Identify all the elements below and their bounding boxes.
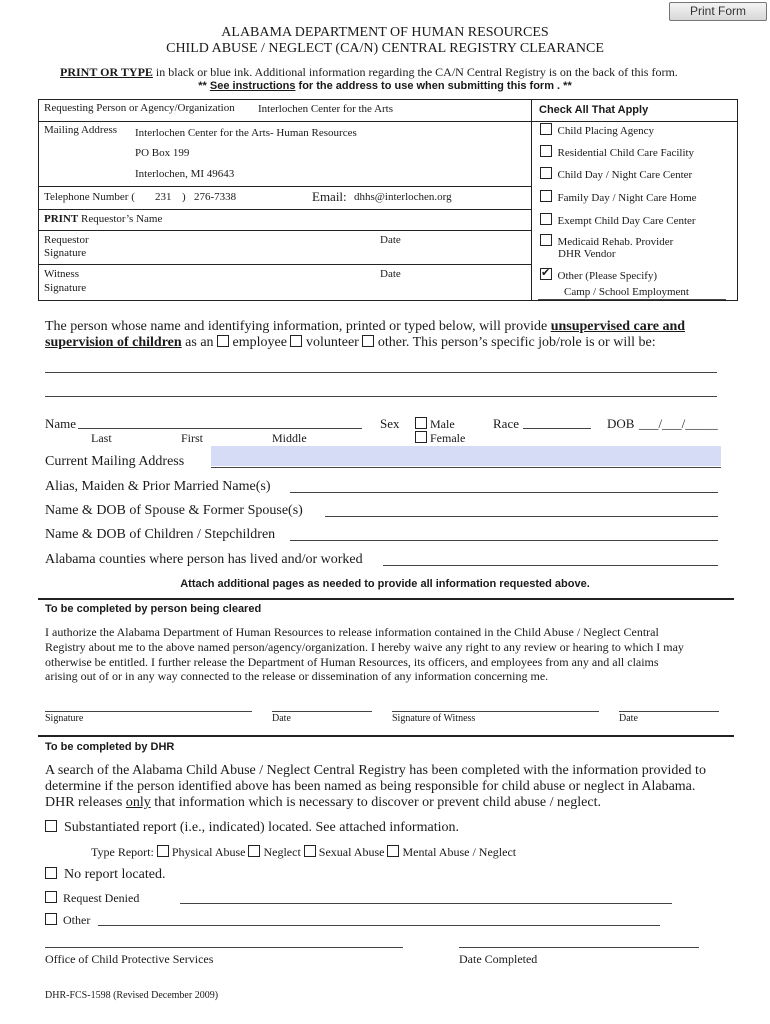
- checkbox-label: Other (Please Specify): [557, 270, 658, 282]
- cleared-date-field[interactable]: [272, 711, 372, 712]
- sexual-abuse-label: Sexual Abuse: [318, 845, 385, 859]
- female-label: Female: [430, 431, 466, 445]
- other-specify-line: [538, 299, 726, 300]
- intro-underlined: unsupervised care and: [550, 319, 686, 334]
- checkbox-label: Exempt Child Day Care Center: [557, 215, 696, 227]
- volunteer-label: volunteer: [302, 335, 363, 350]
- checkbox-checked[interactable]: [540, 268, 552, 280]
- volunteer-checkbox[interactable]: [290, 335, 302, 347]
- counties-field[interactable]: [383, 565, 718, 566]
- attach-note: Attach additional pages as needed to provide all information requested above.: [180, 578, 590, 590]
- dhr-vendor-label: DHR Vendor: [558, 248, 616, 260]
- signature-of-witness-label: Signature of Witness: [392, 713, 476, 724]
- row-divider: [38, 209, 531, 210]
- form-number: DHR-FCS-1598 (Revised December 2009): [45, 990, 219, 1001]
- signature-label: Signature: [45, 713, 84, 724]
- checkbox-medicaid-rehab[interactable]: [540, 234, 673, 248]
- type-report-label: Type Report:: [91, 845, 154, 859]
- neglect-label: Neglect: [263, 845, 301, 859]
- name-label: Name: [45, 416, 77, 431]
- current-mailing-underline: [211, 467, 721, 468]
- checkbox-child-day-night-center[interactable]: [540, 167, 692, 181]
- see-instructions-link[interactable]: See instructions: [209, 80, 296, 92]
- race-label: Race: [493, 416, 519, 431]
- other-role-label: other. This person’s specific job/role is or will be:: [374, 335, 656, 350]
- other-field[interactable]: [98, 925, 660, 926]
- instruction2-text: for the address to use when submitting this form . **: [295, 80, 572, 92]
- phone-close-paren: ): [182, 191, 186, 203]
- mental-abuse-checkbox[interactable]: [387, 845, 399, 857]
- current-mailing-field[interactable]: [211, 446, 721, 466]
- checkbox-residential-child-care[interactable]: [540, 145, 694, 159]
- requestor-signature-label2: Signature: [44, 247, 87, 259]
- row-divider: [38, 230, 531, 231]
- counties-label: Alabama counties where person has lived and/or worked: [45, 552, 363, 567]
- other-label: Other: [63, 913, 91, 927]
- section-divider: [38, 598, 734, 600]
- physical-abuse-label: Physical Abuse: [171, 845, 246, 859]
- request-denied-field[interactable]: [180, 903, 672, 904]
- male-checkbox[interactable]: [415, 417, 427, 429]
- children-field[interactable]: [290, 540, 718, 541]
- neglect-checkbox[interactable]: [248, 845, 260, 857]
- middle-label: Middle: [272, 431, 307, 445]
- sexual-abuse-checkbox[interactable]: [304, 845, 316, 857]
- other-role-checkbox[interactable]: [362, 335, 374, 347]
- type-report-row: [91, 845, 516, 860]
- checkbox[interactable]: [540, 190, 552, 202]
- dhr-only: only: [125, 795, 151, 810]
- checkbox[interactable]: [540, 167, 552, 179]
- alias-field[interactable]: [290, 492, 718, 493]
- mailing-address-line3[interactable]: Interlochen, MI 49643: [135, 168, 235, 180]
- other-option[interactable]: [45, 913, 90, 928]
- female-option[interactable]: [415, 431, 465, 446]
- mailing-address-label: Mailing Address: [44, 124, 118, 136]
- other-specify-value[interactable]: Camp / School Employment: [564, 286, 689, 298]
- substantiated-option[interactable]: [45, 820, 459, 836]
- date-completed-label: Date Completed: [459, 952, 538, 966]
- phone-number-field[interactable]: 276-7338: [194, 191, 237, 203]
- current-mailing-label: Current Mailing Address: [45, 454, 185, 469]
- checkbox-label: Medicaid Rehab. Provider: [557, 236, 674, 248]
- request-denied-option[interactable]: [45, 891, 139, 906]
- job-role-line2[interactable]: [45, 396, 717, 397]
- dhr-text: DHR releases: [45, 795, 126, 810]
- employee-checkbox[interactable]: [217, 335, 229, 347]
- intro-text: The person whose name and identifying information, printed or typed below, will provide: [45, 319, 551, 334]
- witness-date-label2: Date: [619, 713, 638, 724]
- instruction-line2: [0, 80, 770, 92]
- dhr-heading: To be completed by DHR: [45, 741, 175, 753]
- mailing-address-line2[interactable]: PO Box 199: [135, 147, 190, 159]
- male-label: Male: [430, 417, 455, 431]
- cleared-heading: To be completed by person being cleared: [45, 603, 262, 615]
- print-or-type-label: PRINT OR TYPE: [60, 65, 153, 79]
- spouse-field[interactable]: [325, 516, 718, 517]
- office-label: Office of Child Protective Services: [45, 952, 214, 966]
- checkbox-label: Family Day / Night Care Home: [557, 192, 697, 204]
- checkbox[interactable]: [540, 123, 552, 135]
- authorization-line3: otherwise be entitled. I further release the Department of Human Resources, its officers, and employees from any and all claims: [45, 655, 659, 669]
- checkbox[interactable]: [540, 213, 552, 225]
- mental-abuse-label: Mental Abuse / Neglect: [402, 845, 517, 859]
- form-title-line1: ALABAMA DEPARTMENT OF HUMAN RESOURCES: [221, 25, 549, 40]
- section-divider: [38, 735, 734, 737]
- form-title-line2: CHILD ABUSE / NEGLECT (CA/N) CENTRAL REGISTRY CLEARANCE: [166, 41, 604, 56]
- spouse-label: Name & DOB of Spouse & Former Spouse(s): [45, 503, 303, 518]
- office-signature-field[interactable]: [45, 947, 403, 948]
- print-bold: PRINT: [44, 213, 79, 225]
- row-divider: [38, 264, 531, 265]
- authorization-line2: Registry about me to the above named person/agency/organization. I hereby waive any right to any review or hearing to which I may: [45, 640, 684, 654]
- instruction-text: in black or blue ink. Additional information regarding the CA/N Central Registry is on the back of this form.: [152, 65, 678, 79]
- checkbox-family-day-night-home[interactable]: [540, 190, 697, 204]
- no-report-checkbox[interactable]: [45, 867, 57, 879]
- authorization-line1: I authorize the Alabama Department of Human Resources to release information contained in the Child Abuse / Neglect Central: [45, 625, 659, 639]
- requestor-signature-label1: Requestor: [44, 234, 89, 246]
- last-label: Last: [91, 431, 112, 445]
- email-field[interactable]: dhhs@interlochen.org: [354, 191, 452, 203]
- checkbox-exempt-child-day-care[interactable]: [540, 213, 696, 227]
- cleared-signature-field[interactable]: [45, 711, 252, 712]
- witness-signature-label1: Witness: [44, 268, 79, 280]
- other-checkbox[interactable]: [45, 913, 57, 925]
- first-label: First: [181, 431, 204, 445]
- children-label: Name & DOB of Children / Stepchildren: [45, 527, 276, 542]
- instruction-line1: [60, 65, 678, 80]
- job-role-line1[interactable]: [45, 372, 717, 373]
- dhr-paragraph-line2: determine if the person identified above has been named as being responsible for child abuse or neglect in Alabama.: [45, 779, 696, 794]
- print-form-button[interactable]: Print Form: [669, 2, 767, 21]
- person-intro-line2: [45, 335, 656, 351]
- checkbox-child-placing-agency[interactable]: [540, 123, 654, 137]
- dhr-text2: that information which is necessary to discover or prevent child abuse / neglect.: [150, 795, 601, 810]
- row-divider: [38, 121, 531, 122]
- mailing-address-line1[interactable]: Interlochen Center for the Arts- Human Resources: [135, 127, 357, 139]
- telephone-label: Telephone Number (: [44, 191, 135, 203]
- alias-label: Alias, Maiden & Prior Married Name(s): [45, 479, 271, 494]
- requestor-name-text: Requestor’s Name: [78, 213, 163, 225]
- physical-abuse-checkbox[interactable]: [157, 845, 169, 857]
- substantiated-label: Substantiated report (i.e., indicated) located. See attached information.: [64, 820, 459, 835]
- witness-signature-label2: Signature: [44, 282, 87, 294]
- male-option[interactable]: [415, 417, 455, 432]
- name-field[interactable]: [78, 428, 362, 429]
- person-intro-line1: [45, 319, 685, 335]
- checkbox-label: Child Day / Night Care Center: [557, 169, 693, 181]
- race-field[interactable]: [523, 428, 591, 429]
- dhr-paragraph-line1: A search of the Alabama Child Abuse / Neglect Central Registry has been completed with the information provided to: [45, 763, 706, 778]
- checkbox-other[interactable]: [540, 268, 657, 282]
- checkbox-label: Child Placing Agency: [557, 125, 655, 137]
- witness-date-label: Date: [380, 268, 401, 280]
- intro-as: as an: [181, 335, 218, 350]
- row-divider: [38, 186, 531, 187]
- checkbox[interactable]: [540, 145, 552, 157]
- dhr-paragraph-line3: [45, 795, 601, 811]
- checkbox[interactable]: [540, 234, 552, 246]
- requesting-person-label: Requesting Person or Agency/Organization: [44, 102, 235, 114]
- female-checkbox[interactable]: [415, 431, 427, 443]
- checkbox-label: Residential Child Care Facility: [557, 147, 695, 159]
- email-label: Email:: [312, 189, 347, 204]
- witness-signature-field[interactable]: [392, 711, 599, 712]
- intro-underlined2: supervision of children: [45, 335, 182, 350]
- substantiated-checkbox[interactable]: [45, 820, 57, 832]
- employee-label: employee: [229, 335, 291, 350]
- requesting-person-value[interactable]: Interlochen Center for the Arts: [258, 103, 394, 115]
- request-denied-checkbox[interactable]: [45, 891, 57, 903]
- row-divider: [531, 121, 738, 122]
- request-denied-label: Request Denied: [63, 891, 140, 905]
- area-code-field[interactable]: 231: [155, 191, 172, 203]
- check-all-heading: Check All That Apply: [539, 104, 649, 116]
- date-completed-field[interactable]: [459, 947, 699, 948]
- date-label: Date: [272, 713, 291, 724]
- witness-date-field[interactable]: [619, 711, 719, 712]
- no-report-option[interactable]: [45, 867, 165, 883]
- print-requestor-name-label: [44, 213, 162, 225]
- sex-label: Sex: [380, 416, 400, 431]
- no-report-label: No report located.: [64, 867, 166, 882]
- dob-label: DOB: [607, 416, 635, 431]
- authorization-line4: arising out of or in any way connected to the release or dissemination of any information concerning me.: [45, 669, 549, 683]
- dob-field[interactable]: ___/___/_____: [639, 416, 718, 431]
- asterisks: **: [198, 80, 210, 92]
- column-divider: [531, 99, 532, 301]
- requestor-date-label: Date: [380, 234, 401, 246]
